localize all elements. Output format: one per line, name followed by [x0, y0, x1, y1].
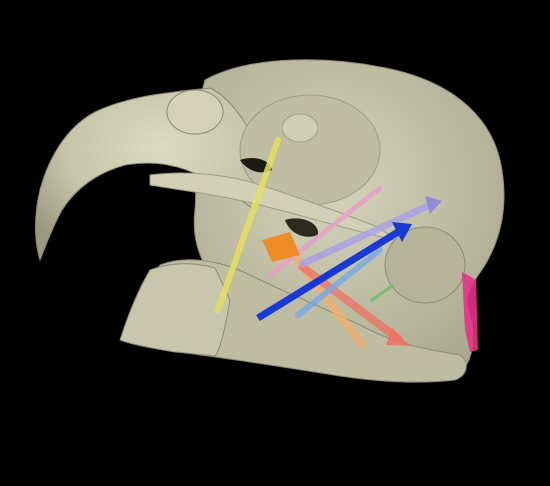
- skull-bone: [36, 60, 505, 382]
- lacrimal: [282, 114, 318, 142]
- jaw-front: [120, 264, 230, 356]
- quadrate: [385, 227, 465, 303]
- nasal-knob: [167, 90, 223, 134]
